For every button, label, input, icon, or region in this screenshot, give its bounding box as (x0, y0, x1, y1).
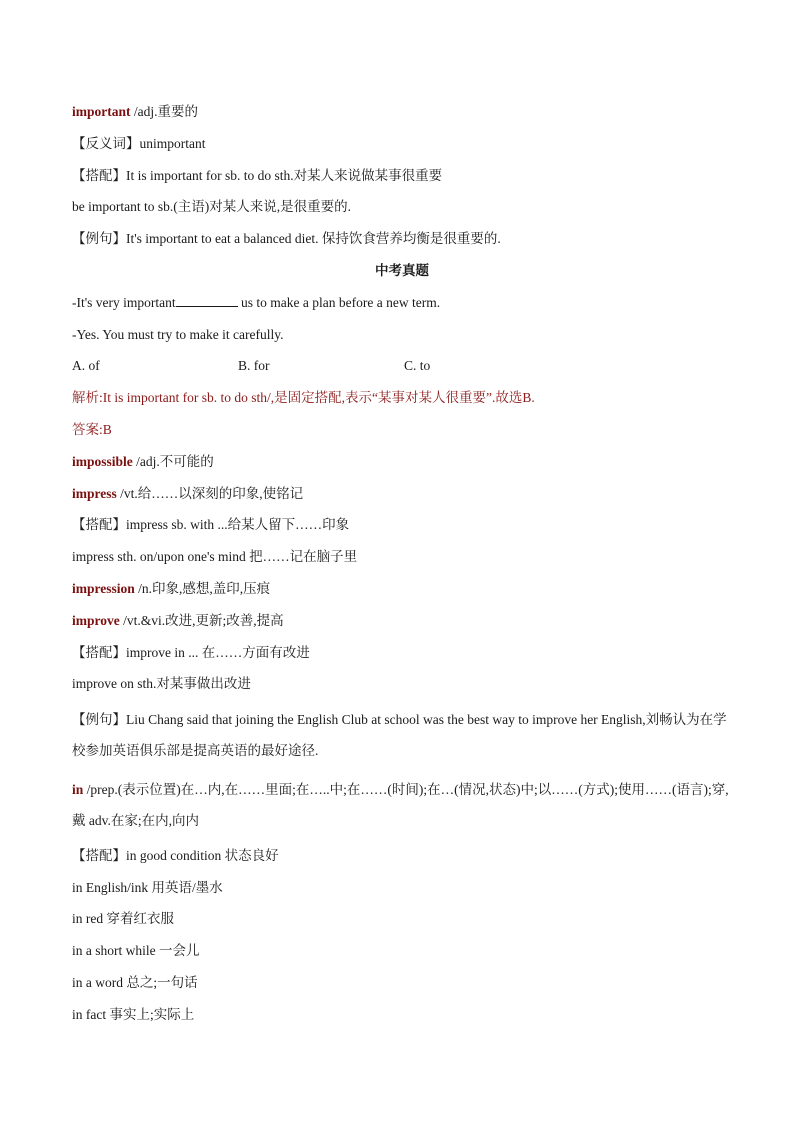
headword: improve (72, 612, 120, 628)
usage-line: improve on sth.对某事做出改进 (72, 676, 251, 692)
exam-question (72, 291, 732, 323)
exam-reply: -Yes. You must try to make it carefully. (72, 326, 284, 342)
exam-heading: 中考真题 (375, 262, 429, 278)
definition: /prep.(表示位置)在…内,在……里面;在…..中;在……(时间);在…(情况,状态)中;以……(方式);使用……(语言);穿,戴 adv.在家;在内,向内 (72, 781, 729, 828)
definition: /adj.重要的 (130, 104, 198, 119)
phrase-line: in English/ink 用英语/墨水 (72, 879, 223, 895)
collocation-line: 【搭配】improve in ... 在……方面有改进 (72, 644, 310, 660)
usage-line: be important to sb.(主语)对某人来说,是很重要的. (72, 199, 351, 215)
headword: impression (72, 580, 135, 596)
example-line: 【例句】Liu Chang said that joining the English Club at school was the best way to improve her English,刘畅认为在学校参加英语俱乐部是提高英语的最好途径. (72, 712, 727, 759)
definition: /vt.&vi.改进,更新;改善,提高 (119, 612, 284, 628)
headword: important (72, 104, 131, 119)
exam-analysis: 解析:It is important for sb. to do sth/,是固定搭配,表示“某事对某人很重要”.故选B. (72, 390, 535, 406)
collocation-line: 【搭配】It is important for sb. to do sth.对某人来说做某事很重要 (72, 167, 443, 183)
antonym-line: 【反义词】unimportant (72, 135, 206, 151)
headword: impress (72, 485, 117, 501)
question-text-start: -It's very important (72, 294, 176, 310)
phrase-line: in red 穿着红衣服 (72, 911, 174, 927)
phrase-line: in fact 事实上;实际上 (72, 1006, 195, 1022)
entry-impression (72, 577, 732, 609)
entry-in (72, 774, 732, 836)
option-b: B. for (238, 358, 270, 374)
phrase-line: in a word 总之;一句话 (72, 974, 198, 990)
collocation-line: 【搭配】in good condition 状态良好 (72, 847, 279, 863)
answer-blank (176, 292, 238, 307)
collocation-line: 【搭配】impress sb. with ...给某人留下……印象 (72, 517, 350, 533)
entry-impossible (72, 450, 732, 482)
example-line: 【例句】It's important to eat a balanced diet. 保持饮食营养均衡是很重要的. (72, 231, 501, 247)
headword: in (72, 781, 84, 797)
headword: impossible (72, 453, 133, 469)
usage-line: impress sth. on/upon one's mind 把……记在脑子里 (72, 549, 358, 565)
option-a: A. of (72, 358, 100, 374)
phrase-line: in a short while 一会儿 (72, 943, 200, 959)
entry-impress (72, 482, 732, 514)
entry-important (72, 100, 732, 132)
entry-improve (72, 609, 732, 641)
definition: /vt.给……以深刻的印象,使铭记 (116, 485, 304, 501)
document-page (72, 100, 732, 1035)
option-c: C. to (404, 358, 431, 374)
question-text-end: us to make a plan before a new term. (237, 294, 441, 310)
exam-answer: 答案:B (72, 421, 112, 437)
exam-options (72, 354, 732, 386)
definition: /adj.不可能的 (132, 453, 214, 469)
definition: /n.印象,感想,盖印,压痕 (134, 580, 271, 596)
